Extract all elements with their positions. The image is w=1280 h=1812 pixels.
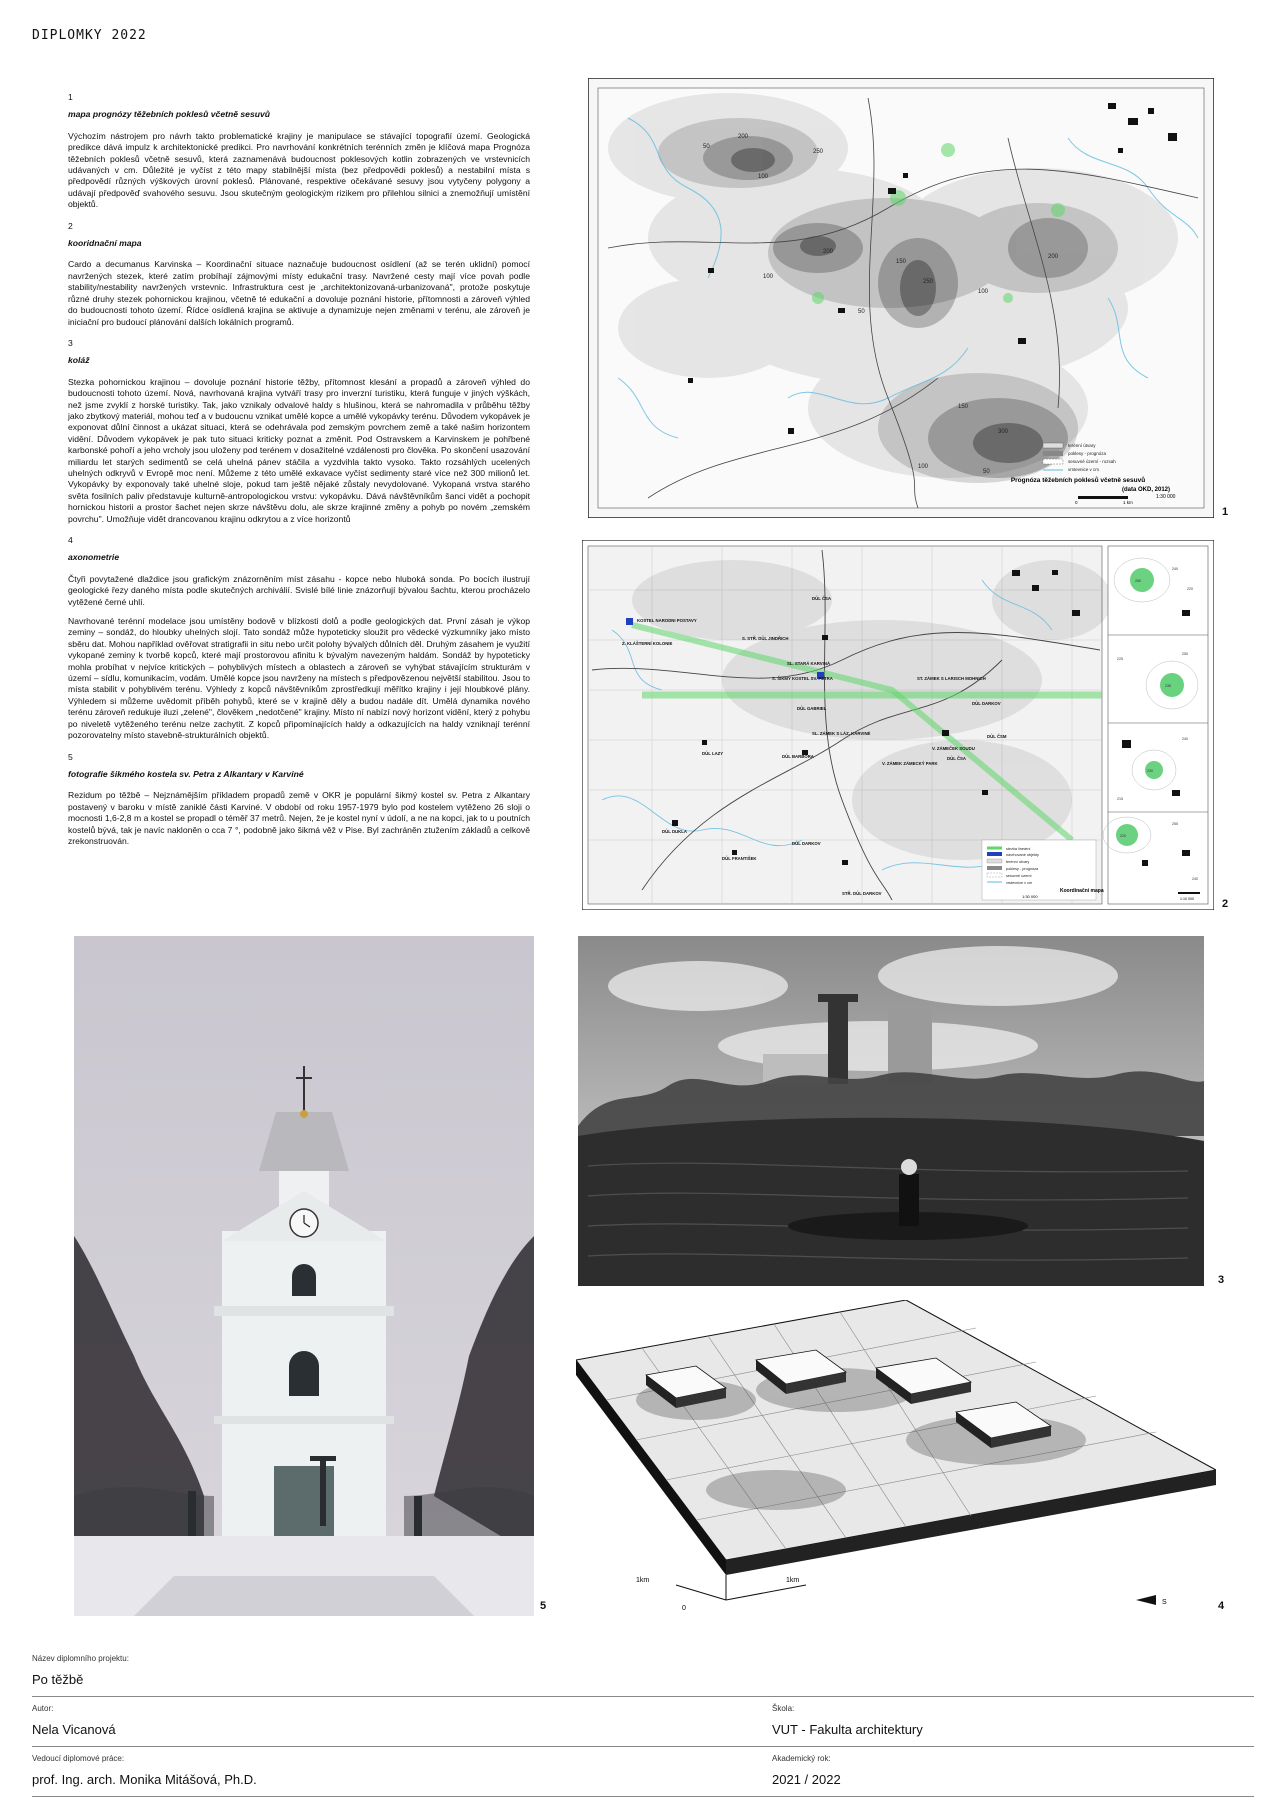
place-label: ST. ZÁMEK S LARISCH MOHNICH — [917, 676, 986, 681]
place-label: Z. KLÁŠTERNÍ KOLONIE — [622, 641, 673, 646]
project-name-label: Název diplomního projektu: — [32, 1654, 129, 1663]
contour-label: 255 — [1172, 822, 1178, 826]
legend-title: Koordinační mapa — [1060, 888, 1104, 894]
legend-item: sesuvné území — [1006, 874, 1032, 878]
detail-scale: 1:10 000 — [1180, 897, 1194, 901]
place-label: DŮL ČSA — [812, 596, 832, 601]
contour-label: 250 — [1182, 652, 1188, 656]
legend-item: stezka lineární — [1006, 847, 1031, 851]
place-label: S. STŘ. DŮL JINDŘICH — [742, 636, 789, 641]
section-title: kooridnační mapa — [68, 238, 142, 249]
place-label: V. ZÁMEK ZÁMECKÝ PARK — [882, 761, 938, 766]
contour-label: 200 — [823, 249, 834, 255]
contour-label: 250 — [923, 279, 934, 285]
figure-number: 2 — [1222, 898, 1229, 910]
church-photo — [74, 936, 534, 1616]
place-label: SL. ZÁMEK S LÁZ. KARVINÉ — [812, 731, 871, 736]
place-label: DŮL DARKOV — [792, 841, 821, 846]
contour-label: 200 — [1048, 254, 1059, 260]
contour-label: 150 — [896, 259, 907, 265]
place-label: DŮL ČSM — [987, 734, 1007, 739]
contour-label: 100 — [763, 274, 774, 280]
coordination-map — [582, 540, 1214, 910]
axon-scale-b: 1km — [786, 1577, 800, 1584]
contour-label: 250 — [813, 149, 824, 155]
section-paragraph: Rezidum po těžbě – Nejznámějším příkladem propadů země v OKR je populární šikmý kostel sv. Petra z Alkantary postavený v baroku v místě zaniklé části Karviné. V období od roku 1957-1979 bylo pod kostelem vytěženo 26 sloji o mocnosti 1,6-2,8 m a kostel se propadl o téměř 37 metrů. Nejen, že je kostel nyní v údolí, a ne na kopci, jak to u poutních kostelů bývá, tak je navíc nakloněn o cca 7 °, podobně jako šikmá věž v Pise. Byl zachráněn ztužením základů a celkově zrekonstruován. — [68, 790, 530, 846]
school-name: VUT - Fakulta architektury — [772, 1722, 923, 1737]
place-label: DŮL DARKOV — [972, 701, 1001, 706]
section-number: 5 — [68, 751, 73, 762]
contour-label: 50 — [858, 309, 865, 315]
contour-label: 230 — [1147, 769, 1153, 773]
map-caption: Prognóza těžebních poklesů včetně sesuvů — [1010, 477, 1146, 484]
contour-label: 150 — [958, 404, 969, 410]
figure-number: 3 — [1218, 1274, 1225, 1286]
section-number: 3 — [68, 337, 73, 348]
place-label: STŘ. DŮL DARKOV — [842, 891, 882, 896]
section-title: mapa prognózy těžebních poklesů včetně sesuvů — [68, 109, 271, 120]
place-label: DŮL ČSA — [947, 756, 967, 761]
section-2 — [68, 221, 530, 328]
section-4 — [68, 535, 530, 742]
place-label: SL. STARÁ KARVINÁ — [787, 661, 831, 666]
contour-label: 300 — [998, 429, 1009, 435]
place-label: DŮL DUKLA — [662, 829, 687, 834]
excavation-collage — [578, 936, 1204, 1286]
contour-label: 215 — [1117, 797, 1123, 801]
axon-scale-a: 1km — [636, 1577, 650, 1584]
contour-label: 50 — [703, 144, 710, 150]
contour-label: 100 — [918, 464, 929, 470]
section-title: axonometrie — [68, 552, 120, 563]
section-1 — [68, 92, 530, 211]
legend-item: terénní útvary — [1006, 860, 1030, 864]
contour-label: 240 — [1172, 567, 1178, 571]
place-label: DŮL LAZY — [702, 751, 724, 756]
section-number: 1 — [68, 92, 73, 102]
contour-label: 100 — [978, 289, 989, 295]
place-label: DŮL GABRIEL — [797, 706, 827, 711]
section-paragraph: Čtyři povytažené dlaždice jsou grafickým znázorněním míst zásahu - kopce nebo hluboká sonda. Po bocích ilustrují geologické řezy daného místa podle skutečných archiválií. Svislé bílé linie znázorňují bývalou šachtu, kterou procházelo vytěžené černé uhlí. — [68, 573, 530, 607]
place-label: KOSTEL NARODNI POSTAVY — [637, 618, 697, 623]
axonometry — [576, 1300, 1216, 1620]
school-label: Škola: — [772, 1704, 795, 1713]
contour-label: 260 — [1135, 579, 1141, 583]
legend-item: vrstevnice v cm — [1068, 467, 1100, 472]
scale-start: 0 — [1075, 500, 1078, 505]
figure-number: 1 — [1222, 506, 1229, 518]
subsidence-prognosis-map — [588, 78, 1214, 518]
section-paragraph: Cardo a decumanus Karvinska – Koordinační situace naznačuje budoucnost osídlení (až se terén uklidní) pomocí navržených stezek, které zatím probíhají zájmovými místy edukační trasy. Navržené cesty mají více povah podle stability/nestability navržených vrstevnic. Infrastruktura cest je „architektonizovaná-urbanizovaná", protože poskytuje různé druhy stezek pohornickou krajinou, včetně té edukační a dovoluje poznání historie, přítomnosti a zároveň výhled do budoucnosti tohoto území. Řídce osídlená krajina se aktivuje a dynamizuje nejen změnami v terénu, ale zároveň je iniciační pro budoucí plánování dalších lokálních programů. — [68, 259, 530, 327]
divider — [32, 1696, 1254, 1697]
detail-tiles — [1103, 546, 1208, 904]
supervisor-label: Vedoucí diplomové práce: — [32, 1754, 125, 1763]
section-paragraph: Navrhované terénní modelace jsou umístěny bodově v blízkosti dolů a podle geologických dat. První zásah je výkop zeminy – sondáž, do hloubky uhelných slojí. Tato sondáž může hypoteticky sloužit pro vědecké výzkumníky jako místo sběru dat. Mohou například ověřovat stratigrafii in situ nebo určit polohy bývalých důlních děl. Druhým zásahem je využití vykopané zeminy k tvorbě kopců, které mají prostorovou afinitu k bývalým navezeným haldám. Sondáž by hypoteticky mohla probíhat v nejvíce kritických – pohyblivých místech a oblastech a zároveň se vyhýbat stávajícím strukturám v území – sídlu, komunikacím, vodám. Umělé kopce jsou navrženy na místech s předpovězenou největší stabilitou. Jsou to místa stabilit v pohyblivém terénu. Výhledy z kopců návštěvníkům zprostředkují měřítko krajiny i její hloubkové plány. Výhledem si můžeme uvědomit příběh pohybů, které se v krajině děly a budou nadále dít. Umělá dynamika nového terénu zároveň redukuje iluzi „zelené", člověkem „nedotčené" krajiny. Místo ní nabízí nový horizont vidění, který z pohybu po niveletě vytěženého terénu nelze zachytit. Z kopců připomínajících haldy a odkazujících na haldy vzniknají terénní pozorovatelny místo stavebně-strukturálních objektů. — [68, 616, 530, 741]
legend-item: poklesy - prognóza — [1006, 867, 1039, 871]
academic-year: 2021 / 2022 — [772, 1772, 841, 1787]
section-title: fotografie šikmého kostela sv. Petra z Alkantary v Karviné — [68, 768, 304, 779]
contour-label: 240 — [1182, 737, 1188, 741]
north-label: S — [1162, 1599, 1167, 1606]
coord-legend — [982, 840, 1104, 900]
author-label: Autor: — [32, 1704, 54, 1713]
place-label: DŮL FRANTIŠEK — [722, 856, 757, 861]
legend-item: vrstevnice v cm — [1006, 881, 1033, 885]
legend-item: navrhované objekty — [1006, 853, 1039, 857]
place-label: S. ŠIKMÝ KOSTEL SV. PETRA — [772, 676, 833, 681]
text-column — [68, 82, 530, 855]
section-3 — [68, 338, 530, 525]
divider — [32, 1746, 1254, 1747]
contour-label: 200 — [738, 134, 749, 140]
legend-item: terénní útvary — [1068, 443, 1096, 448]
contour-label: 220 — [1187, 587, 1193, 591]
project-name: Po těžbě — [32, 1672, 84, 1687]
north-arrow-icon — [1136, 1595, 1156, 1605]
contour-label: 100 — [758, 174, 769, 180]
map-scale: 1:30 000 — [1156, 494, 1176, 500]
page-header: DIPLOMKY 2022 — [32, 28, 147, 43]
contour-label: 50 — [983, 469, 990, 475]
section-5 — [68, 752, 530, 848]
map-scale: 1:30 000 — [1022, 894, 1038, 899]
divider — [32, 1796, 1254, 1797]
place-label: V. ZÁMEČEK SOUDU — [932, 746, 975, 751]
figure-number: 5 — [540, 1600, 547, 1612]
contour-label: 240 — [1192, 877, 1198, 881]
year-label: Akademický rok: — [772, 1754, 831, 1763]
contour-label: 225 — [1117, 657, 1123, 661]
scale-end: 1 km — [1123, 500, 1133, 505]
figure-number: 4 — [1218, 1600, 1225, 1612]
supervisor-name: prof. Ing. arch. Monika Mitášová, Ph.D. — [32, 1772, 257, 1787]
map-caption-source: (data OKD, 2012) — [1121, 487, 1171, 493]
section-number: 2 — [68, 220, 73, 231]
author-name: Nela Vicanová — [32, 1722, 116, 1737]
place-label: DŮL BARBORA — [782, 754, 814, 759]
contour-label: 235 — [1165, 684, 1171, 688]
legend-item: poklesy - prognóza — [1068, 451, 1107, 456]
legend-item: sesuvné území - rozsah — [1068, 459, 1116, 464]
section-paragraph: Výchozím nástrojem pro návrh takto problematické krajiny je manipulace se stávající topografií území. Geologická predikce dává impulz k architektonické predikci. Pro navrhování konkrétních terénních změn je klíčová mapa Prognóza těžebních poklesů včetně sesuvů, která zaznamenává budoucnost poklesových kotlin zobrazených ve vrstevnicích udávaných v cm. Důležité je vyčíst z této mapy stabilnější místa (bez předpovědi poklesů) a nestabilní místa s předpovědí různých výškových úrovní poklesů. Plánované, respektive očekávané sesuvy jsou vytyčeny polygony a udávají předpověď svahového sesuvu. Jsou skutečným geologickým rizikem pro přilehlou silnici a znemožňují umístění objektů. — [68, 130, 530, 210]
section-title: koláž — [68, 355, 90, 366]
section-number: 4 — [68, 535, 73, 545]
contour-label: 220 — [1120, 834, 1126, 838]
axon-origin: 0 — [682, 1605, 686, 1612]
section-paragraph: Stezka pohornickou krajinou – dovoluje poznání historie těžby, přítomnost klesání a propadů a zároveň výhled do budoucnosti tohoto území. Nová, navrhovaná krajina vytváří trasy pro inverzní turistiku, která funguje v jiných výškách, než jsme zvyklí z horské turistiky. Tak, jako vznikaly odvalové haldy s hlušinou, která se nahromadila v průběhu těžby jako zbytkový materiál, mohou teď a v budoucnu vznikat umělé kopce a umělé vykopávky terénu. Důvodem vykopávek je exponovat důlní činnost a ukázat situaci, která se odehrávala pod zemským povrchem země a také našim horizontem vidění. Důvodem vykopávek je pak tuto situaci kriticky poznat a změnit. Pod Ostravskem a Karvinskem je pohřbené karbonské pohoří a jeho vrcholy jsou uloženy pod terénem v dosažitelné vzdálenosti pro člověka. Po skončení usazování miliardu let starých sedimentů se celá uhelná pánev stáčila a vyzdvihla takto vysoko. Takto rozsáhlých ucelených uhelných odkryvů v Evropě moc není. Můžeme z této umělé exkavace vyčíst sedimenty staré více než 300 milionů let. Vykopávky by exponovaly také uhelné sloje, pokud tam ještě nějaké zůstaly nevydolované. Vykopaná vrstva starého světa fosilních paliv představuje kulturně-antropologickou vrstvu: vykopávku. Dává návštěvníkům šanci vidět a pochopit hornickou historii a prostor šachet nejen skrze návštěvu dolu, ale skrze krajinné změny a pohyb po novém „zemském povrchu". Umožňuje vidět drancovanou krajinu odkrytou a z více horizontů — [68, 376, 530, 524]
